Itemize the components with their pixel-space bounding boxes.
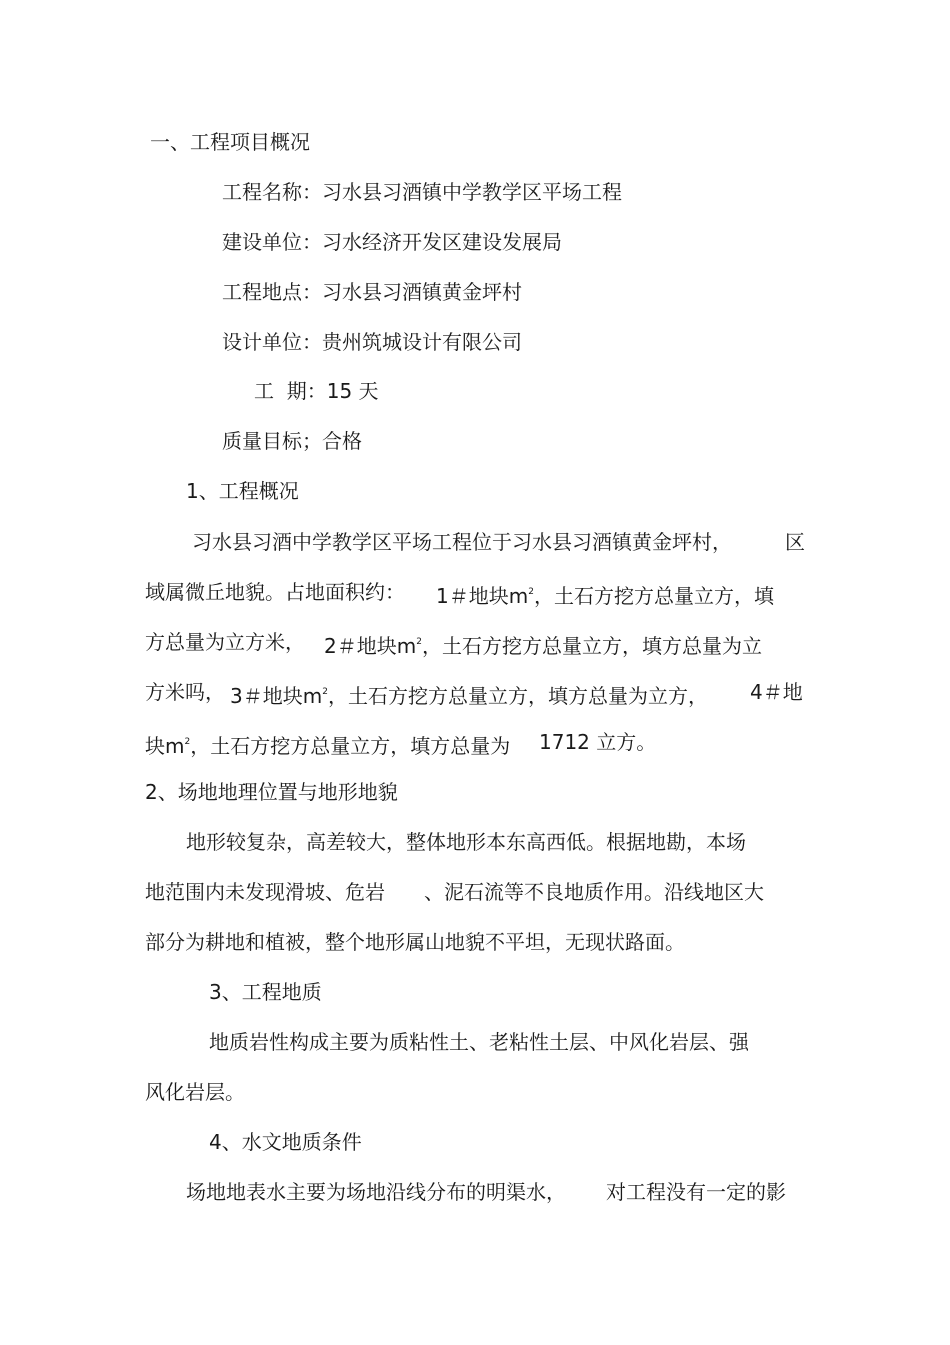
subsection-title: 2、场地地理位置与地形地貌 [145, 780, 398, 804]
info-value: 习水经济开发区建设发展局 [322, 230, 562, 254]
info-key: 工程名称： [222, 180, 322, 204]
info-row-location [222, 279, 522, 305]
paragraph-line: 域属微丘地貌。占地面积约： [145, 580, 405, 604]
info-key: 质量目标； [222, 429, 322, 453]
subsection-title: 3、工程地质 [209, 980, 322, 1004]
subsection-title: 1、工程概况 [186, 479, 299, 503]
info-value: 习水县习酒镇中学教学区平场工程 [322, 180, 622, 204]
paragraph-line: 3＃地块$m^2$，土石方挖方总量立方，填方总量为立方， [230, 684, 708, 708]
paragraph-line: 1＃地块$m^2$，土石方挖方总量立方，填 [436, 584, 774, 608]
paragraph-line: 部分为耕地和植被，整个地形属山地貌不平坦，无现状路面。 [145, 930, 685, 954]
paragraph-line: 地质岩性构成主要为质粘性土、老粘性土层、中风化岩层、强 [209, 1030, 749, 1054]
info-row-duration [254, 378, 379, 404]
info-row-quality [222, 428, 362, 454]
info-row-owner [222, 229, 562, 255]
paragraph-line: 地形较复杂，高差较大，整体地形本东高西低。根据地勘，本场 [186, 830, 746, 854]
paragraph-line: 2＃地块$m^2$，土石方挖方总量立方，填方总量为立 [324, 634, 762, 658]
info-row-designer [222, 329, 522, 355]
info-value: 习水县习酒镇黄金坪村 [322, 280, 522, 304]
info-value: 贵州筑城设计有限公司 [322, 330, 522, 354]
paragraph-line: 块$m^2$，土石方挖方总量立方，填方总量为 [145, 734, 511, 758]
info-value: 15 天 [326, 379, 379, 403]
paragraph-line: 4＃地 [750, 680, 803, 704]
paragraph-line: 方总量为立方米， [145, 630, 305, 654]
info-key: 设计单位： [222, 330, 322, 354]
paragraph-line: 场地地表水主要为场地沿线分布的明渠水， [186, 1180, 566, 1204]
paragraph-line: 、泥石流等不良地质作用。沿线地区大 [424, 880, 764, 904]
info-value: 合格 [322, 429, 362, 453]
paragraph-line: 对工程没有一定的影 [606, 1180, 786, 1204]
section-heading: 一、工程项目概况 [150, 130, 310, 154]
info-key: 建设单位： [222, 230, 322, 254]
paragraph-line: 区 [785, 530, 805, 554]
subsection-title: 4、水文地质条件 [209, 1130, 362, 1154]
info-key: 工 期： [254, 379, 327, 403]
paragraph-line: 方米吗， [145, 680, 225, 704]
paragraph-line: 1712 立方。 [539, 730, 657, 754]
info-row-project-name [222, 179, 622, 205]
paragraph-line: 习水县习酒中学教学区平场工程位于习水县习酒镇黄金坪村， [192, 530, 732, 554]
paragraph-line: 地范围内未发现滑坡、危岩 [145, 880, 385, 904]
paragraph-line: 风化岩层。 [145, 1080, 245, 1104]
info-key: 工程地点： [222, 280, 322, 304]
